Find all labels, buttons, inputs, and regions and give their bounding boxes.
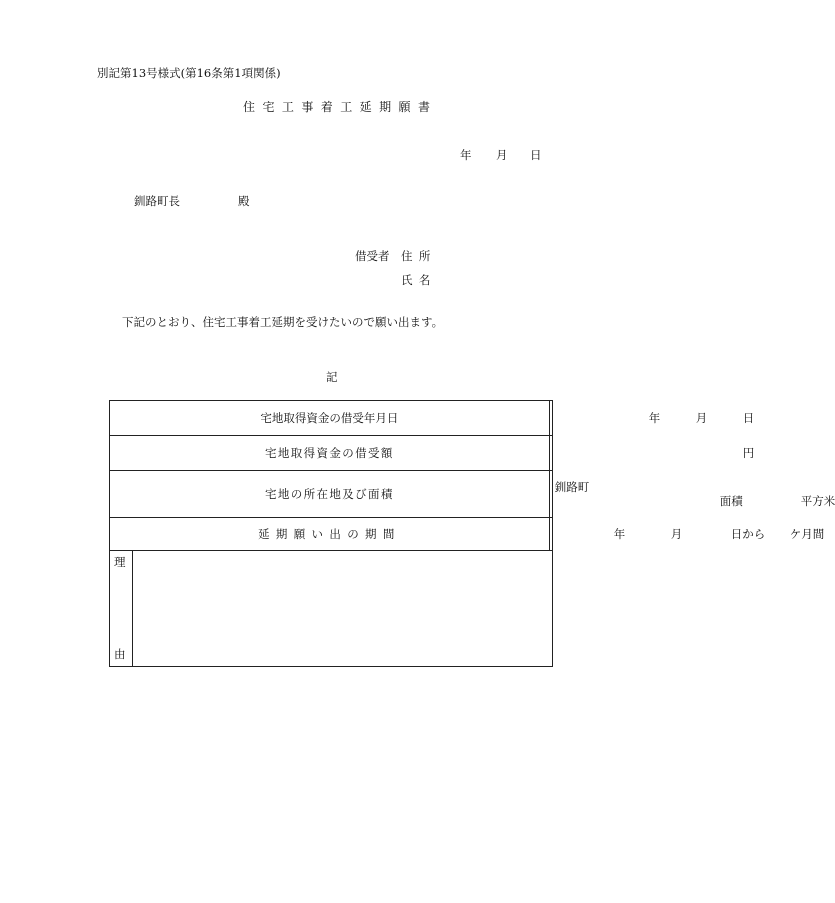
extension-period-field[interactable] — [549, 518, 825, 551]
table-row — [110, 551, 553, 667]
applicant-name-label: 氏名 — [401, 273, 437, 287]
land-location-label: 宅地の所在地及び面積 — [110, 471, 550, 518]
applicant-role: 借受者 — [355, 249, 390, 263]
extension-from: 日から — [730, 527, 766, 541]
loan-date-label: 宅地取得資金の借受年月日 — [110, 401, 550, 436]
form-number: 別記第13号様式(第16条第1項関係) — [97, 66, 281, 80]
extension-period-label: 延期願い出の期間 — [110, 518, 550, 551]
loan-amount-unit: 円 — [742, 446, 755, 460]
loan-amount-label: 宅地取得資金の借受額 — [110, 436, 550, 471]
reason-label — [110, 551, 133, 667]
request-statement: 下記のとおり、住宅工事着工延期を受けたいので願い出ます。 — [122, 315, 444, 329]
applicant-address-label: 住所 — [401, 249, 437, 263]
land-area-unit: 平方米 — [800, 494, 835, 508]
reason-char-1: 理 — [114, 555, 126, 569]
loan-date-month: 月 — [695, 411, 708, 425]
extension-duration: ケ月間 — [789, 527, 825, 541]
date-month-label: 月 — [496, 148, 508, 162]
extension-month: 月 — [670, 527, 683, 541]
date-year-label: 年 — [460, 148, 472, 162]
addressee-honorific: 殿 — [238, 194, 250, 208]
reason-field[interactable] — [133, 551, 553, 667]
table-row — [110, 401, 553, 436]
loan-date-year: 年 — [648, 411, 661, 425]
loan-date-day: 日 — [742, 411, 755, 425]
land-town: 釧路町 — [554, 480, 590, 494]
note-heading: 記 — [326, 370, 338, 384]
table-row — [110, 518, 553, 551]
date-day-label: 日 — [530, 148, 542, 162]
table-row — [110, 436, 553, 471]
land-area-label: 面積 — [719, 494, 743, 508]
document-title: 住宅工事着工延期願書 — [243, 100, 438, 114]
application-table — [109, 400, 835, 667]
land-location-field[interactable] — [549, 471, 835, 518]
table-row — [110, 471, 553, 518]
reason-char-2: 由 — [114, 647, 126, 661]
loan-amount-field[interactable] — [549, 436, 755, 471]
extension-year: 年 — [613, 527, 626, 541]
addressee-name: 釧路町長 — [134, 194, 180, 208]
loan-date-field[interactable] — [549, 401, 755, 436]
